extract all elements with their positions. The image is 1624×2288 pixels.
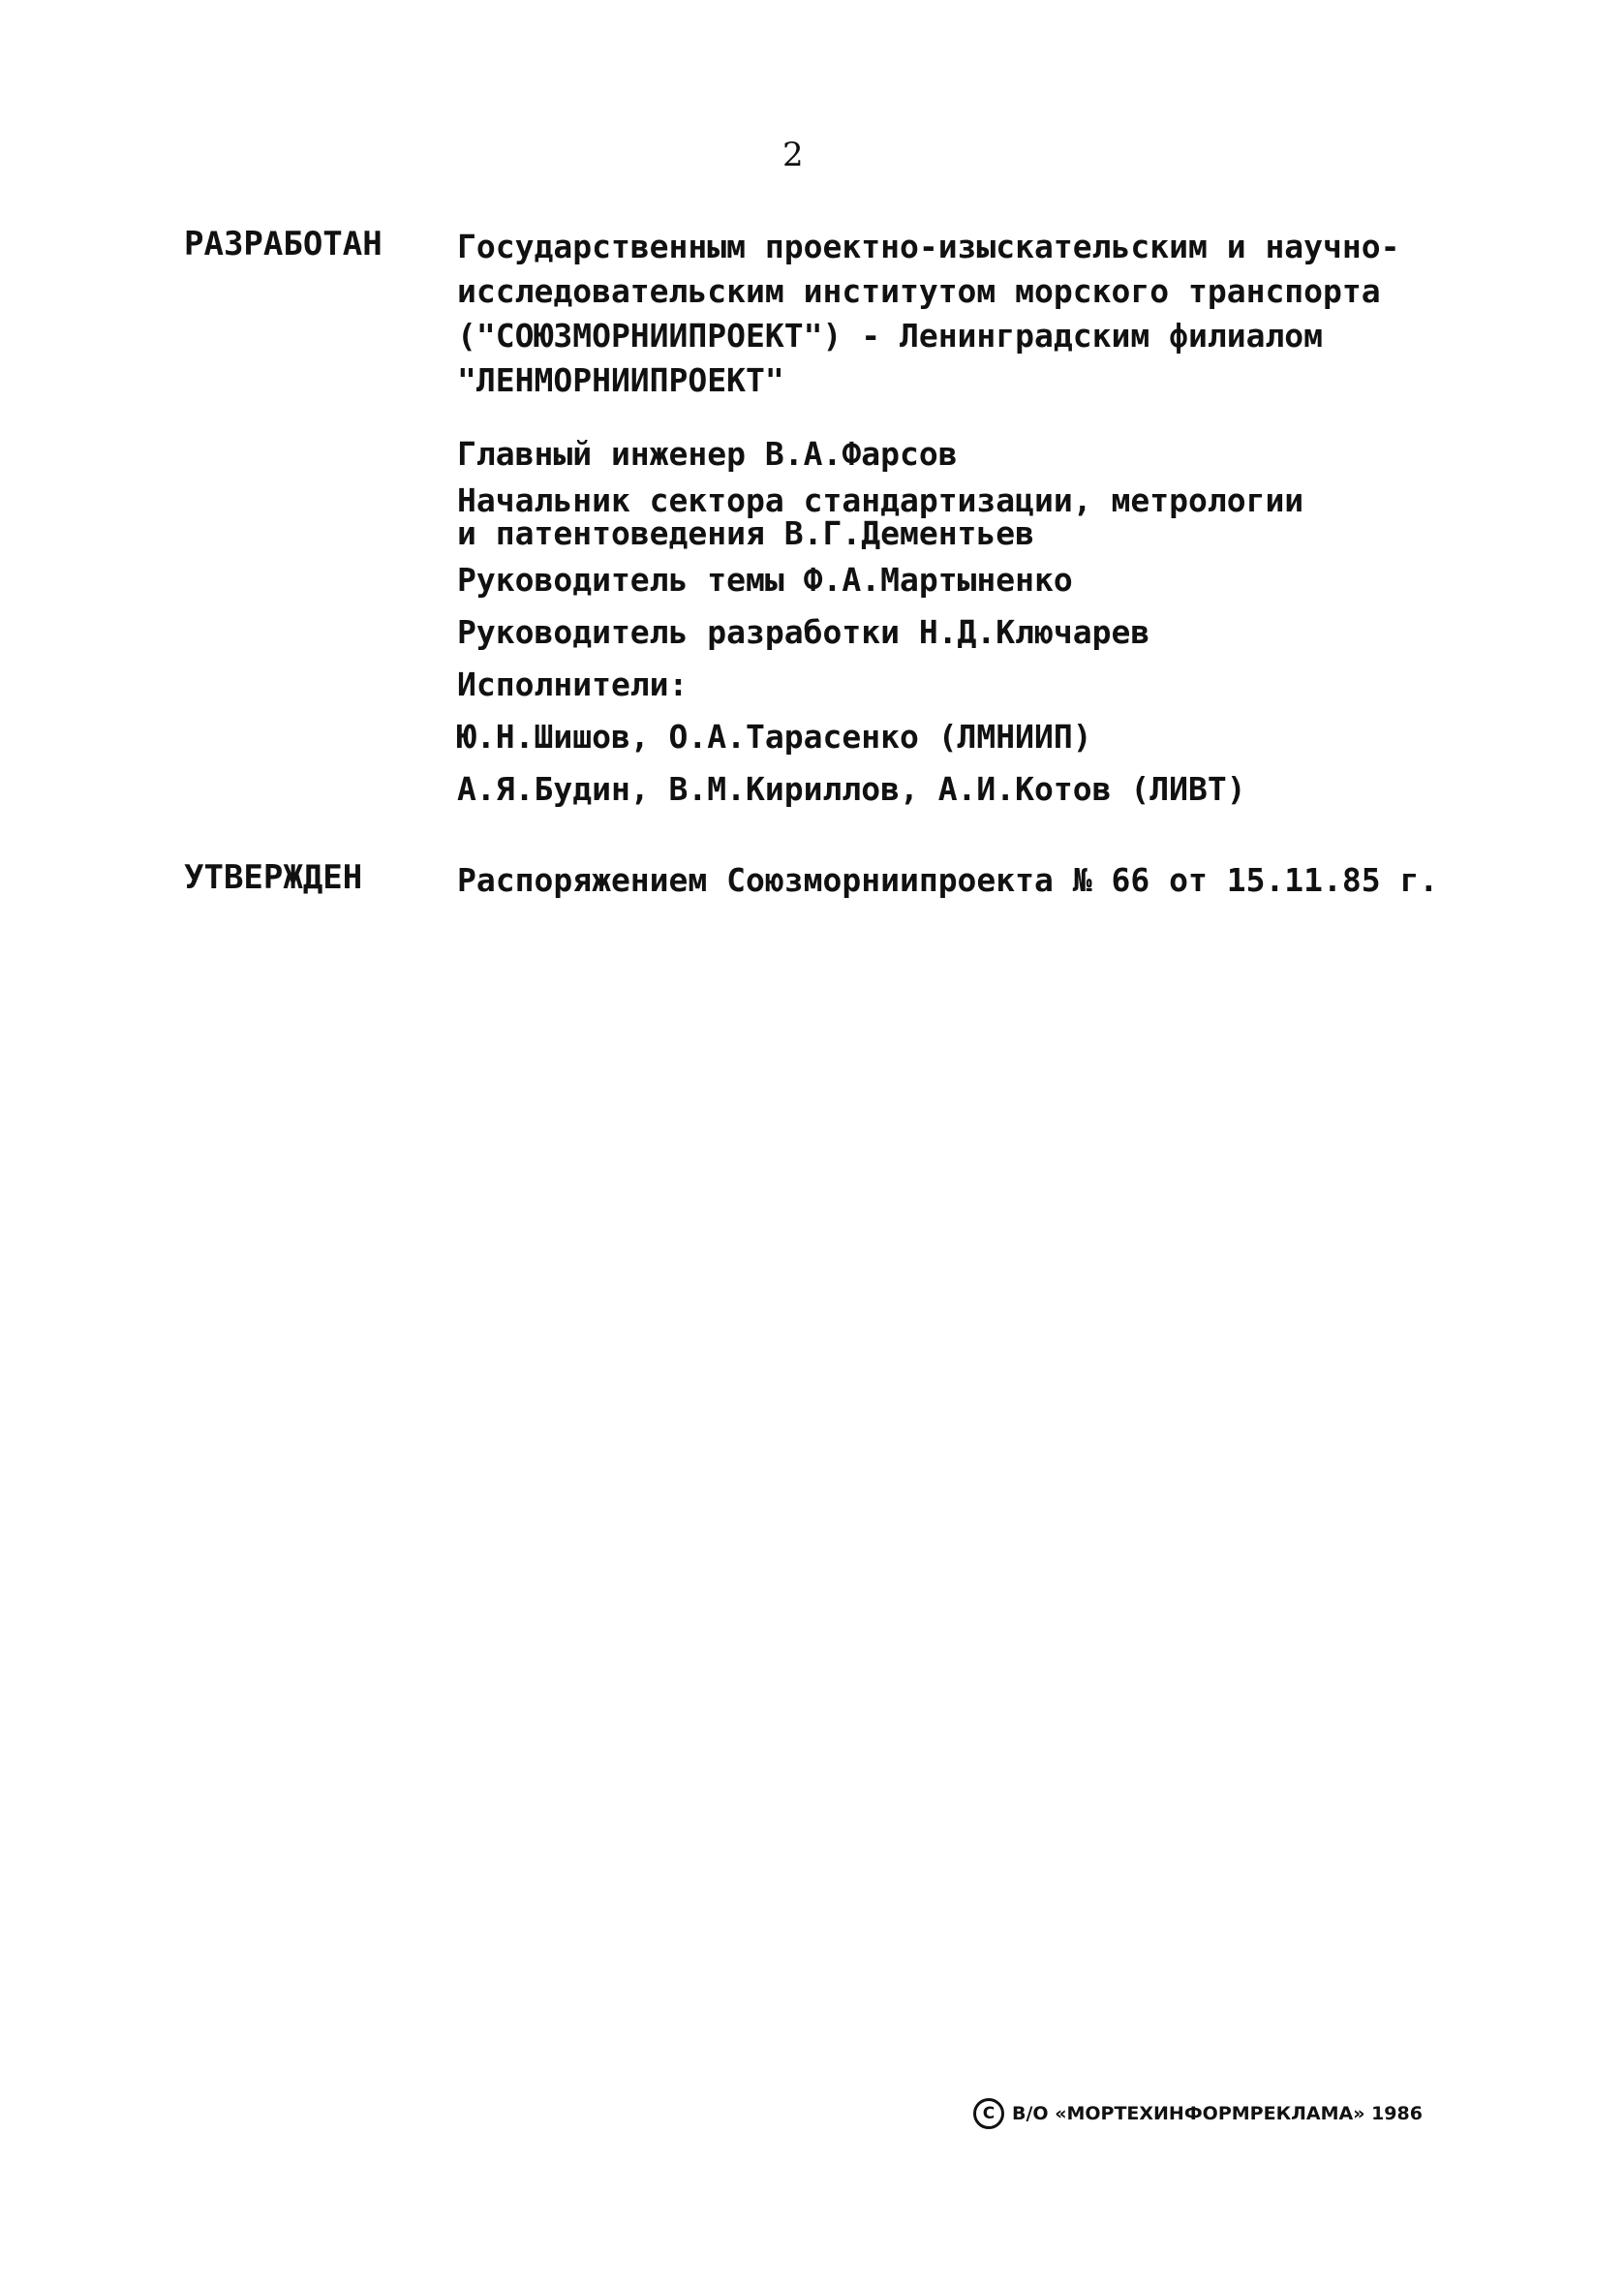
development-leader: Руководитель разработки Н.Д.Ключарев (457, 613, 1150, 651)
approval-text: Распоряжением Союзморниипроекта № 66 от 15.11.85 г. (457, 861, 1439, 899)
copyright-text: В/О «МОРТЕХИНФОРМРЕКЛАМА» 1986 (1012, 2103, 1423, 2124)
performers-line-2: А.Я.Будин, В.М.Кириллов, А.И.Котов (ЛИВТ) (457, 770, 1246, 808)
org-line-3: ("СОЮЗМОРНИИПРОЕКТ") - Ленинградским филиалом (457, 317, 1324, 355)
approved-body (457, 858, 1439, 903)
chief-engineer: Главный инженер В.А.Фарсов (457, 435, 958, 473)
developed-label: РАЗРАБОТАН (184, 225, 383, 263)
copyright-icon: C (973, 2098, 1004, 2129)
approved-label: УТВЕРЖДЕН (184, 858, 363, 897)
page-number: 2 (782, 136, 804, 174)
org-line-4: "ЛЕНМОРНИИПРОЕКТ" (457, 361, 784, 399)
org-line-1: Государственным проектно-изыскательским и научно- (457, 228, 1400, 265)
copyright-footer (973, 2098, 1423, 2129)
org-line-2: исследовательским институтом морского транспорта (457, 272, 1381, 310)
performers-label: Исполнители: (457, 665, 689, 703)
sector-head-line-1: Начальник сектора стандартизации, метрологии (457, 481, 1304, 519)
theme-leader: Руководитель темы Ф.А.Мартыненко (457, 561, 1073, 599)
performers-line-1: Ю.Н.Шишов, О.А.Тарасенко (ЛМНИИП) (457, 718, 1092, 756)
sector-head-line-2: и патентоведения В.Г.Дементьев (457, 514, 1035, 552)
developed-body (457, 225, 1435, 812)
